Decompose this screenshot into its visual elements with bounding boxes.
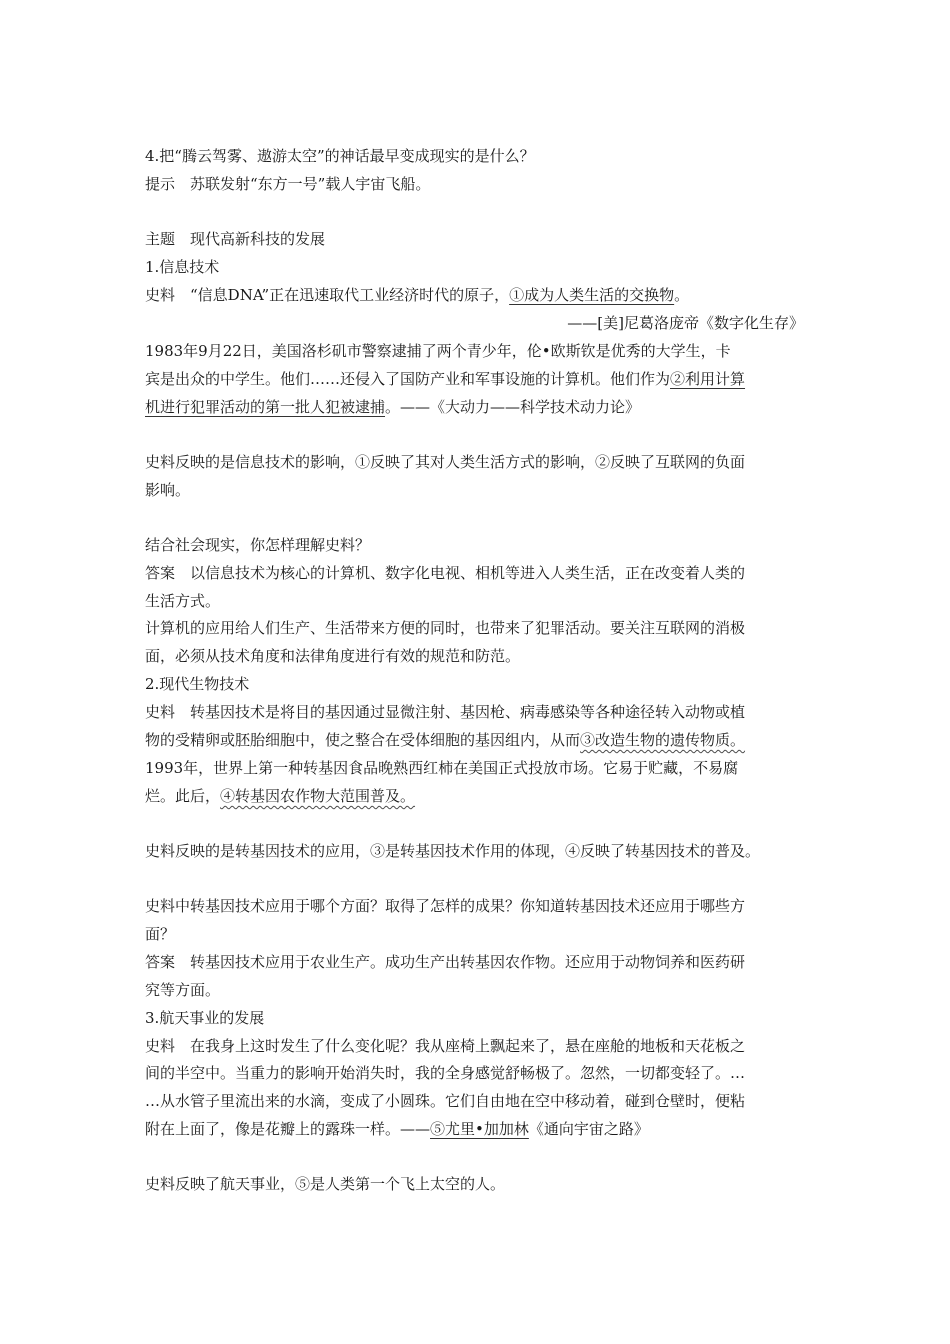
answer-line: 答案 转基因技术应用于农业生产。成功生产出转基因农作物。还应用于动物饲养和医药研	[145, 953, 746, 971]
material-line	[145, 1117, 649, 1141]
hint-4: 提示 苏联发射“东方一号”载人宇宙飞船。	[145, 175, 431, 193]
analysis-line: 史料反映的是信息技术的影响，①反映了其对人类生活方式的影响，②反映了互联网的负面	[145, 453, 746, 471]
material-line	[145, 728, 745, 752]
material-text: 物的受精卵或胚胎细胞中，使之整合在受体细胞的基因组内，从而	[145, 731, 581, 749]
material-line: 史料 转基因技术是将目的基因通过显微注射、基因枪、病毒感染等各种途径转入动物或植	[145, 703, 746, 721]
question-line: 面？	[145, 925, 176, 943]
section-title-biotech: 2.现代生物技术	[145, 675, 250, 693]
topic-heading: 主题 现代高新科技的发展	[145, 230, 326, 248]
material-text: 史料 “信息DNA”正在迅速取代工业经济时代的原子，	[145, 286, 510, 304]
material-info-tech	[145, 283, 689, 307]
underlined-text-5: ⑤尤里•加加林	[430, 1120, 529, 1138]
answer-line: 答案 以信息技术为核心的计算机、数字化电视、相机等进入人类生活，正在改变着人类的	[145, 564, 746, 582]
material-line: …从水管子里流出来的水滴，变成了小圆珠。它们自由地在空中移动着，碰到仓壁时，便粘	[145, 1092, 746, 1110]
question-line: 结合社会现实，你怎样理解史料？	[145, 536, 371, 554]
material-line: 史料 在我身上这时发生了什么变化呢？我从座椅上飘起来了，悬在座舱的地板和天花板之	[145, 1037, 746, 1055]
underlined-text-4: ④转基因农作物大范围普及。	[220, 787, 416, 805]
material-text: 《通向宇宙之路》	[528, 1120, 649, 1138]
material-text: 。	[674, 286, 690, 304]
answer-line: 究等方面。	[145, 981, 221, 999]
material-text: 附在上面了，像是花瓣上的露珠一样。——	[145, 1120, 431, 1138]
question-line: 史料中转基因技术应用于哪个方面？取得了怎样的成果？你知道转基因技术还应用于哪些方	[145, 897, 746, 915]
paragraph-text: 。——《大动力——科学技术动力论》	[385, 398, 641, 416]
analysis-line: 影响。	[145, 481, 191, 499]
question-4: 4.把“腾云驾雾、遨游太空”的神话最早变成现实的是什么？	[145, 147, 535, 165]
material-line: 1993年，世界上第一种转基因食品晚熟西红柿在美国正式投放市场。它易于贮藏，不易腐	[145, 759, 739, 777]
answer-line: 生活方式。	[145, 592, 221, 610]
paragraph-line	[145, 395, 640, 419]
underlined-text-1: ①成为人类生活的交换物	[509, 286, 675, 304]
underlined-text-2-cont: 机进行犯罪活动的第一批人犯被逮捕	[145, 398, 386, 416]
answer-line: 面，必须从技术角度和法律角度进行有效的规范和防范。	[145, 647, 521, 665]
material-source: ——[美]尼葛洛庞帝《数字化生存》	[567, 314, 804, 332]
material-text: 烂。此后，	[145, 787, 221, 805]
analysis-line: 史料反映的是转基因技术的应用，③是转基因技术作用的体现，④反映了转基因技术的普及。	[145, 842, 761, 860]
paragraph-line	[145, 367, 745, 391]
section-title-aerospace: 3.航天事业的发展	[145, 1009, 265, 1027]
answer-line: 计算机的应用给人们生产、生活带来方便的同时，也带来了犯罪活动。要关注互联网的消极	[145, 619, 746, 637]
paragraph-line: 1983年9月22日，美国洛杉矶市警察逮捕了两个青少年，伦•欧斯钦是优秀的大学生，卡	[145, 342, 731, 360]
analysis-line: 史料反映了航天事业，⑤是人类第一个飞上太空的人。	[145, 1175, 506, 1193]
paragraph-text: 宾是出众的中学生。他们……还侵入了国防产业和军事设施的计算机。他们作为	[145, 370, 671, 388]
material-line: 间的半空中。当重力的影响开始消失时，我的全身感觉舒畅极了。忽然，一切都变轻了。…	[145, 1064, 746, 1082]
material-line	[145, 784, 415, 808]
underlined-text-3: ③改造生物的遗传物质。	[580, 731, 746, 749]
underlined-text-2: ②利用计算	[670, 370, 746, 388]
section-title-info-tech: 1.信息技术	[145, 258, 220, 276]
